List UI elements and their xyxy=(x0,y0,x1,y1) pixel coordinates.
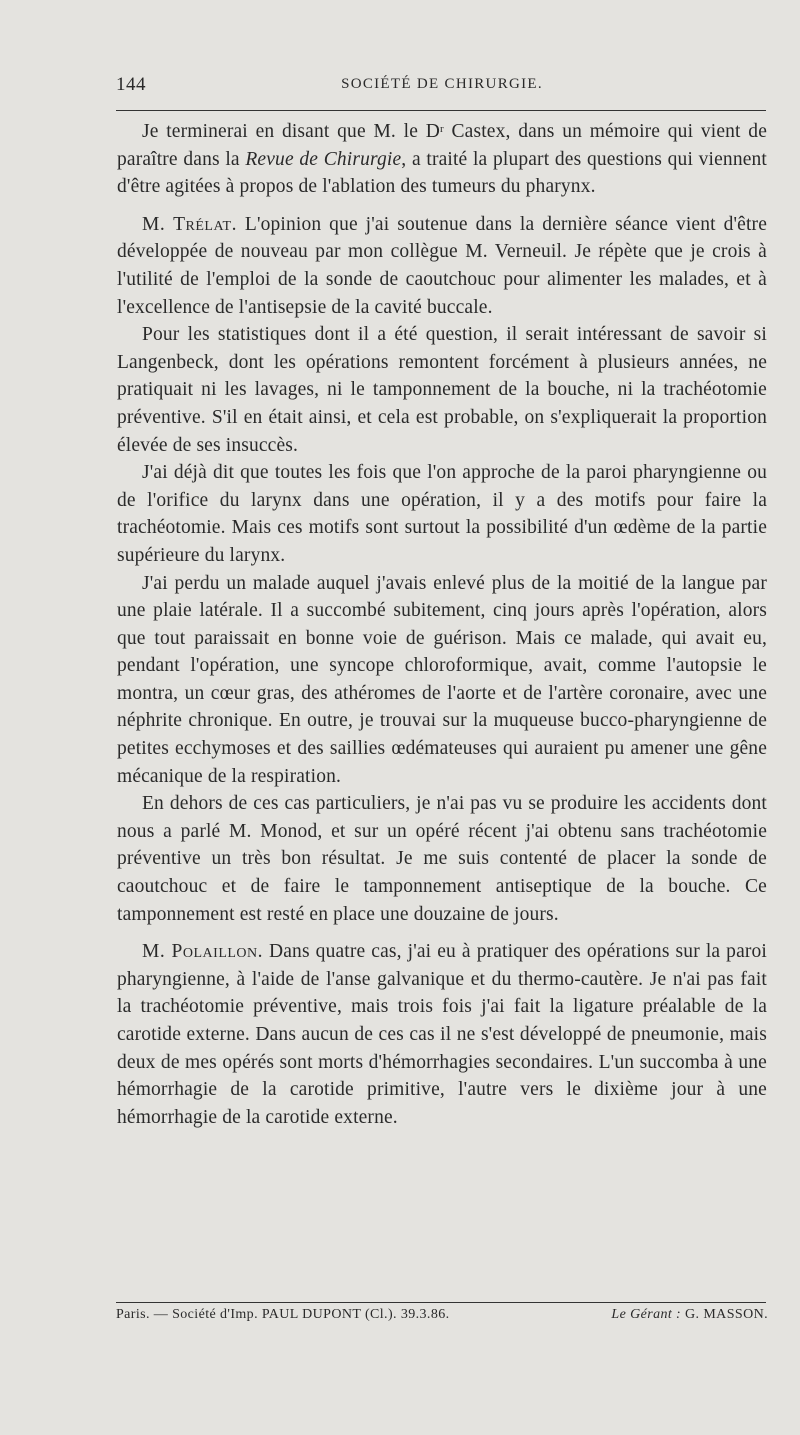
paragraph: Pour les statistiques dont il a été question, il serait intéressant de savoir si Langenbeck, dont les opérations remontent forcément à plusieurs années, ne pratiquait ni les lavages, ni le tamponnement de la bouche, ni la trachéotomie préventive. S'il en était ainsi, et cela est probable, on s'expliquerait la proportion élevée de ses insuccès. xyxy=(117,324,767,456)
footer-rule xyxy=(116,1302,766,1303)
paragraph: J'ai perdu un malade auquel j'avais enlevé plus de la moitié de la langue par une plaie latérale. Il a succombé subitement, cinq jours après l'opération, alors que tout paraissait en bonne voie de guérison. Mais ce malade, qui avait eu, pendant l'opération, une syncope chloroformique, avait, comme l'autopsie le montra, un cœur gras, des athéromes de l'aorte et de l'artère coronaire, avec une néphrite chronique. En outre, je trouvai sur la muqueuse bucco-pharyngienne de petites ecchymoses et des saillies œdémateuses qui auraient pu amener une gêne mécanique de la respiration. xyxy=(117,572,767,787)
page-header xyxy=(116,74,768,102)
paragraph: J'ai déjà dit que toutes les fois que l'on approche de la paroi pharyngienne ou de l'orifice du larynx dans une opération, il y a des motifs pour faire la trachéotomie. Mais ces motifs sont surtout la possibilité d'un œdème de la partie supérieure du larynx. xyxy=(117,462,767,566)
page-number: 144 xyxy=(116,74,146,95)
body-text xyxy=(117,118,767,1131)
speaker-name: M. Polaillon. xyxy=(142,941,264,963)
paragraph: Je terminerai en disant que M. le $D^r$ Castex, dans un mémoire qui vient de paraître dans la Revue de Chirurgie, a traité la plupart des questions qui viennent d'être agitées à propos de l'ablation des tumeurs du pharynx. xyxy=(117,121,767,198)
header-rule xyxy=(116,110,766,111)
manager-imprint: Le Gérant : G. MASSON. xyxy=(611,1307,768,1322)
paragraph-polaillon: M. Polaillon. Dans quatre cas, j'ai eu à pratiquer des opérations sur la paroi pharyngienne, à l'aide de l'anse galvanique et du thermo-cautère. Je n'ai pas fait la trachéotomie préventive, mais trois fois j'ai fait la ligature préalable de la carotide externe. Dans aucun de ces cas il ne s'est développé de pneumonie, mais deux de mes opérés sont morts d'hémorrhagies secondaires. L'un succomba à une hémorrhagie de la carotide primitive, l'autre vers le dixième jour à une hémorrhagie de la carotide externe. xyxy=(117,941,767,1128)
paragraph-trelat: M. Trélat. L'opinion que j'ai soutenue dans la dernière séance vient d'être développée de nouveau par mon collègue M. Verneuil. Je répète que je crois à l'utilité de l'emploi de la sonde de caoutchouc pour alimenter les malades, et à l'excellence de l'antisepsie de la cavité buccale. xyxy=(117,213,767,318)
running-title: SOCIÉTÉ DE CHIRURGIE. xyxy=(341,76,543,92)
printer-imprint: Paris. — Société d'Imp. PAUL DUPONT (Cl.). 39.3.86. xyxy=(116,1307,450,1322)
paragraph: En dehors de ces cas particuliers, je n'ai pas vu se produire les accidents dont nous a parlé M. Monod, et sur un opéré récent j'ai obtenu sans trachéotomie préventive un très bon résultat. Je me suis contenté de placer la sonde de caoutchouc et de faire le tamponnement antiseptique de la bouche. Ce tamponnement est resté en place une douzaine de jours. xyxy=(117,793,767,925)
journal-title: Revue de Chirurgie xyxy=(245,148,402,170)
speaker-name: M. Trélat. xyxy=(142,213,237,235)
